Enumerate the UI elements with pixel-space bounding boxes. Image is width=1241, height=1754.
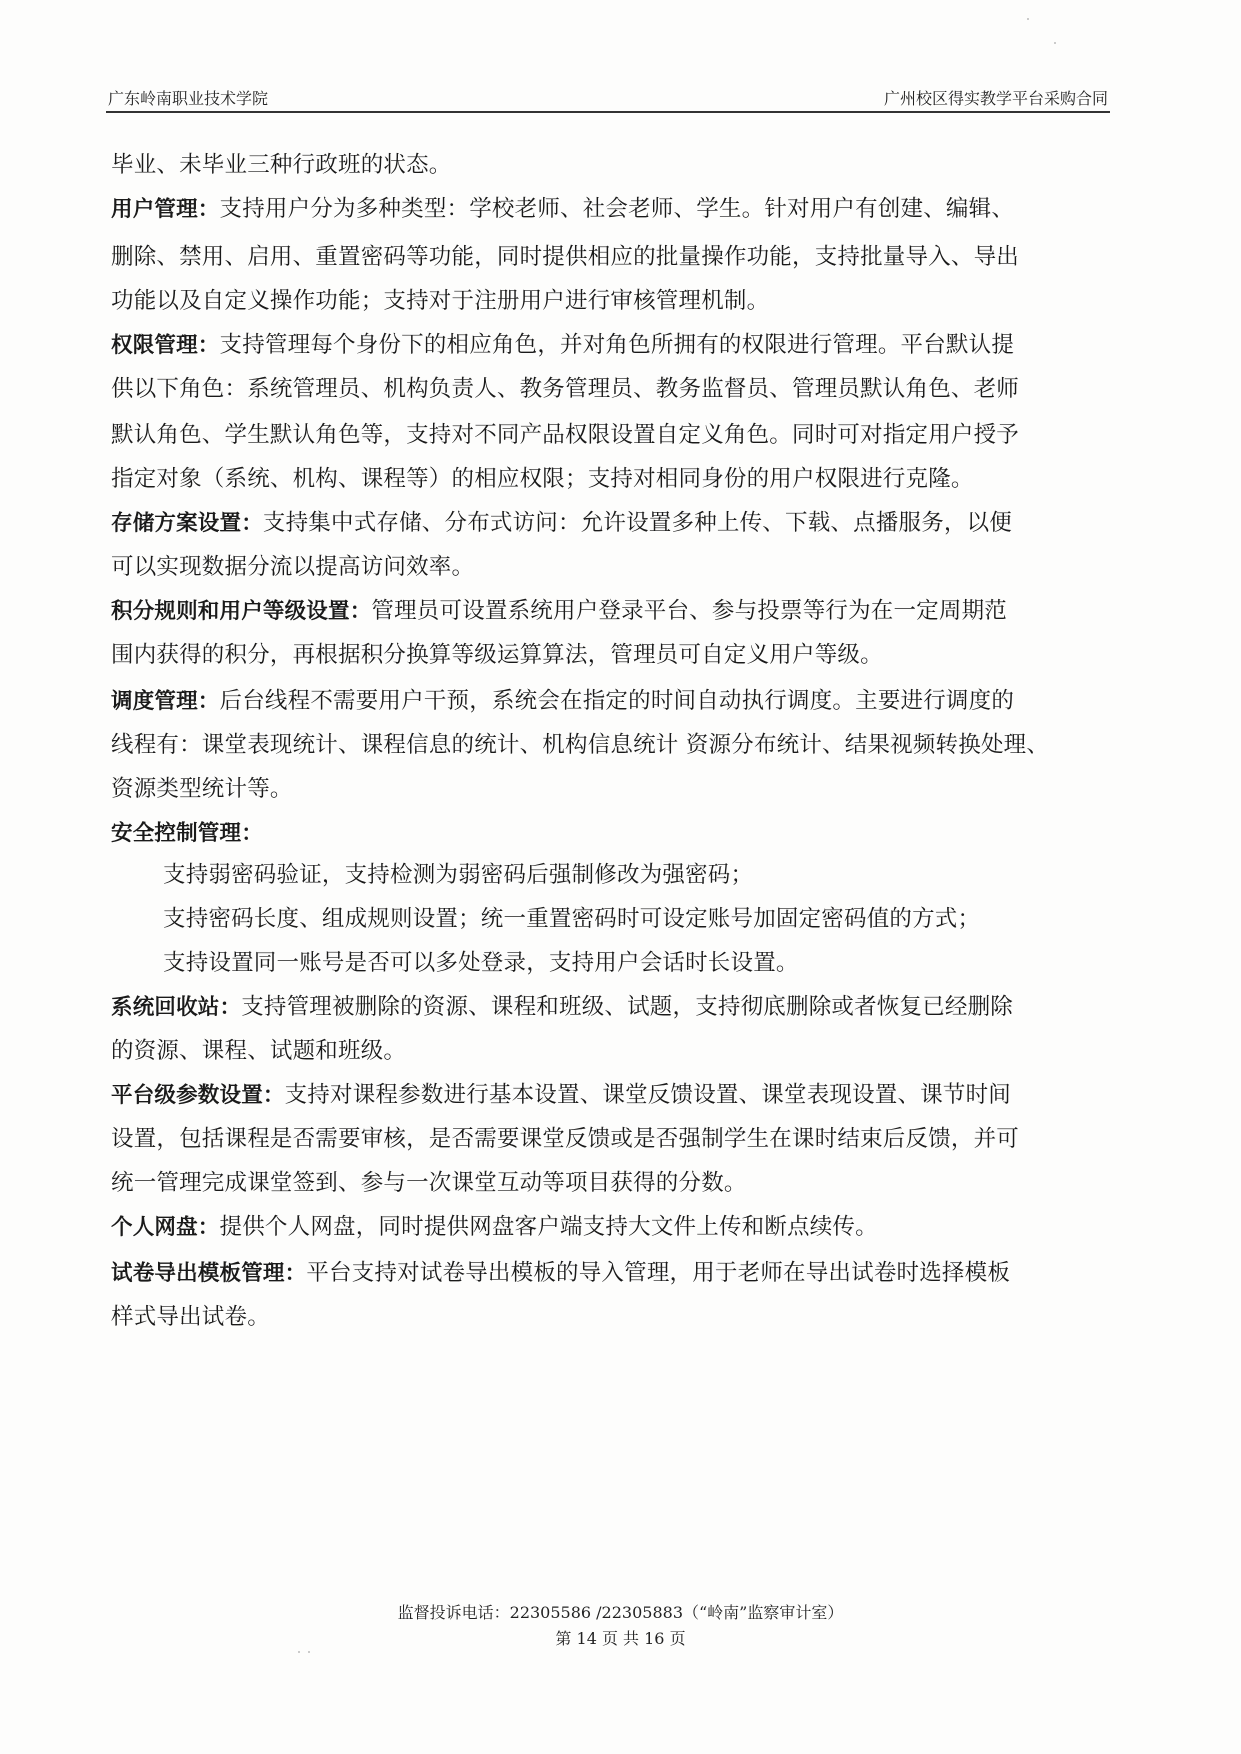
paragraph-line [163, 860, 753, 890]
section-term: 安全控制管理： [111, 821, 263, 846]
paragraph-line [111, 150, 452, 180]
page-header [108, 86, 1108, 112]
line-text: 线程有：课堂表现统计、课程信息的统计、机构信息统计 资源分布统计、结果视频转换处理、 [111, 732, 1050, 758]
section-term: 系统回收站： [111, 995, 242, 1020]
section-term: 权限管理： [111, 333, 220, 358]
section-paragraph-line [111, 1212, 878, 1242]
paragraph-line [111, 286, 769, 316]
line-text: 供以下角色：系统管理员、机构负责人、教务管理员、教务监督员、管理员默认角色、老师 [111, 376, 1020, 402]
line-text: 支持密码长度、组成规则设置；统一重置密码时可设定账号加固定密码值的方式； [163, 906, 981, 932]
line-text: 后台线程不需要用户干预，系统会在指定的时间自动执行调度。主要进行调度的 [219, 688, 1015, 714]
line-text: 支持设置同一账号是否可以多处登录，支持用户会话时长设置。 [163, 950, 799, 976]
section-paragraph-line [111, 194, 1014, 224]
paragraph-line [111, 464, 974, 494]
section-term: 存储方案设置： [111, 511, 263, 536]
section-term: 平台级参数设置： [111, 1083, 285, 1108]
paragraph-line [111, 420, 1019, 450]
section-paragraph-line [111, 686, 1014, 716]
line-text: 统一管理完成课堂签到、参与一次课堂互动等项目获得的分数。 [111, 1170, 747, 1196]
paragraph-line [111, 774, 293, 804]
line-text: 毕业、未毕业三种行政班的状态。 [111, 152, 452, 178]
paragraph-line [111, 552, 474, 582]
footer-page-number: 第 14 页 共 16 页 [555, 1629, 686, 1648]
header-institution: 广东岭南职业技术学院 [108, 89, 269, 108]
section-paragraph-line [111, 1258, 1010, 1288]
line-text: 样式导出试卷。 [111, 1304, 270, 1330]
line-text: 支持弱密码验证，支持检测为弱密码后强制修改为强密码； [163, 862, 754, 888]
scan-speck [298, 1651, 300, 1653]
line-text: 设置，包括课程是否需要审核，是否需要课堂反馈或是否强制学生在课时结束后反馈，并可 [111, 1126, 1020, 1152]
section-paragraph-line [111, 818, 263, 848]
line-text: 管理员可设置系统用户登录平台、参与投票等行为在一定周期范 [371, 598, 1008, 624]
paragraph-line [163, 904, 980, 934]
section-term: 调度管理： [111, 689, 220, 714]
section-term: 用户管理： [111, 197, 220, 222]
paragraph-line [111, 1168, 747, 1198]
line-text: 功能以及自定义操作功能；支持对于注册用户进行审核管理机制。 [111, 288, 770, 314]
paragraph-line [111, 1036, 406, 1066]
line-text: 支持对课程参数进行基本设置、课堂反馈设置、课堂表现设置、课节时间 [284, 1082, 1012, 1108]
section-term: 个人网盘： [111, 1215, 220, 1240]
section-paragraph-line [111, 508, 1012, 538]
line-text: 支持用户分为多种类型：学校老师、社会老师、学生。针对用户有创建、编辑、 [219, 196, 1015, 222]
section-term: 积分规则和用户等级设置： [111, 599, 372, 624]
line-text: 支持管理被删除的资源、课程和班级、试题，支持彻底删除或者恢复已经删除 [241, 994, 1014, 1020]
section-paragraph-line [111, 330, 1014, 360]
line-text: 可以实现数据分流以提高访问效率。 [111, 554, 475, 580]
paragraph-line [111, 640, 883, 670]
paragraph-line [111, 730, 1049, 760]
scan-speck [1054, 42, 1056, 44]
line-text: 的资源、课程、试题和班级。 [111, 1038, 407, 1064]
line-text: 支持管理每个身份下的相应角色，并对角色所拥有的权限进行管理。平台默认提 [219, 332, 1015, 358]
line-text: 平台支持对试卷导出模板的导入管理，用于老师在导出试卷时选择模板 [306, 1260, 1011, 1286]
section-paragraph-line [111, 596, 1007, 626]
paragraph-line [111, 1124, 1019, 1154]
section-paragraph-line [111, 1080, 1011, 1110]
header-divider [106, 111, 1110, 113]
line-text: 删除、禁用、启用、重置密码等功能，同时提供相应的批量操作功能，支持批量导入、导出 [111, 244, 1020, 270]
line-text: 资源类型统计等。 [111, 776, 293, 802]
line-text: 默认角色、学生默认角色等，支持对不同产品权限设置自定义角色。同时可对指定用户授予 [111, 422, 1020, 448]
section-paragraph-line [111, 992, 1013, 1022]
scan-speck [308, 1651, 310, 1653]
paragraph-line [111, 242, 1019, 272]
line-text: 支持集中式存储、分布式访问：允许设置多种上传、下载、点播服务，以便 [262, 510, 1013, 536]
line-text: 提供个人网盘，同时提供网盘客户端支持大文件上传和断点续传。 [219, 1214, 878, 1240]
footer-complaint-hotline: 监督投诉电话：22305586 /22305883（“岭南”监察审计室） [397, 1603, 844, 1622]
scan-speck [1027, 18, 1029, 20]
line-text: 围内获得的积分，再根据积分换算等级运算算法，管理员可自定义用户等级。 [111, 642, 883, 668]
header-contract-title: 广州校区得实教学平台采购合同 [883, 89, 1108, 108]
paragraph-line [111, 374, 1019, 404]
paragraph-line [163, 948, 799, 978]
section-term: 试卷导出模板管理： [111, 1261, 307, 1286]
line-text: 指定对象（系统、机构、课程等）的相应权限；支持对相同身份的用户权限进行克隆。 [111, 466, 974, 492]
paragraph-line [111, 1302, 270, 1332]
